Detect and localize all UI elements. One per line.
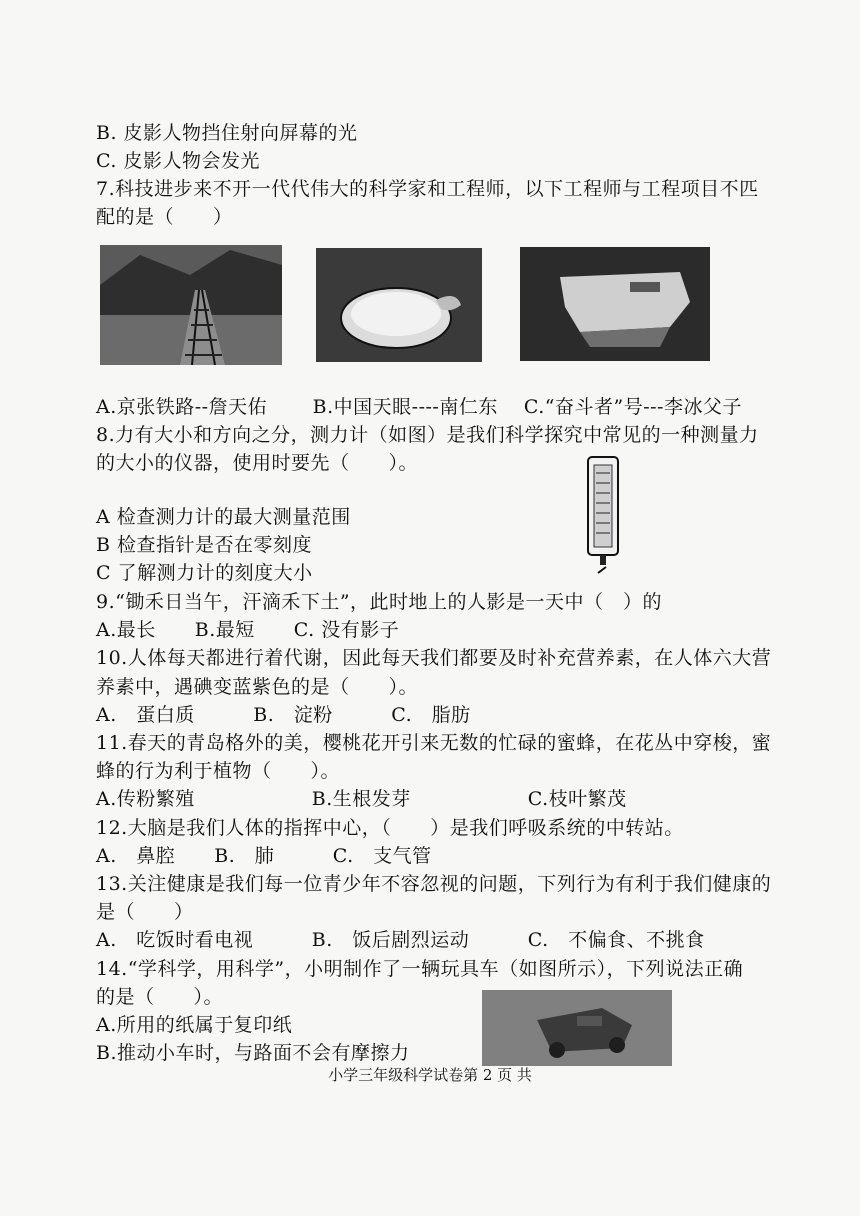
submersible-image — [520, 247, 710, 361]
q7-stem-line2: 配的是（ ） — [96, 206, 233, 228]
q9-options: A.最长 B.最短 C. 没有影子 — [96, 619, 400, 641]
q11-options: A.传粉繁殖 B.生根发芽 C.枝叶繁茂 — [96, 788, 627, 810]
q12-options: A. 鼻腔 B. 肺 C. 支气管 — [96, 845, 432, 867]
q10-stem-line1: 10.人体每天都进行着代谢，因此每天我们都要及时补充营养素，在人体六大营 — [96, 647, 772, 669]
q8-stem-line1: 8.力有大小和方向之分，测力计（如图）是我们科学探究中常见的一种测量力 — [96, 424, 759, 446]
telescope-image — [316, 248, 482, 362]
q12-stem: 12.大脑是我们人体的指挥中心，（ ）是我们呼吸系统的中转站。 — [96, 817, 684, 839]
railway-image — [100, 245, 282, 365]
q8-option-b: B 检查指针是否在零刻度 — [96, 534, 313, 556]
railway-photo — [100, 245, 282, 365]
q14-option-a: A.所用的纸属于复印纸 — [96, 1014, 293, 1036]
q8-stem-line2: 的大小的仪器，使用时要先（ ）。 — [96, 452, 419, 474]
spring-scale-image — [578, 455, 628, 580]
q13-stem-line1: 13.关注健康是我们每一位青少年不容忽视的问题，下列行为有利于我们健康的 — [96, 873, 772, 895]
toy-car-photo — [482, 990, 672, 1066]
q10-options: A. 蛋白质 B. 淀粉 C. 脂肪 — [96, 704, 471, 726]
q13-stem-line2: 是（ ） — [96, 901, 194, 923]
q13-options: A. 吃饭时看电视 B. 饭后剧烈运动 C. 不偏食、不挑食 — [96, 929, 705, 951]
q7-stem-line1: 7.科技进步来不开一代代伟大的科学家和工程师，以下工程师与工程项目不匹 — [96, 178, 759, 200]
page-footer: 小学三年级科学试卷第 2 页 共 — [328, 1066, 532, 1084]
q9-stem: 9.“锄禾日当午，汗滴禾下土”，此时地上的人影是一天中（ ）的 — [96, 591, 663, 613]
q11-stem-line1: 11.春天的青岛格外的美，樱桃花开引来无数的忙碌的蜜蜂，在花丛中穿梭，蜜 — [96, 732, 772, 754]
q14-stem-line2: 的是（ ）。 — [96, 986, 224, 1008]
toy-car-image — [482, 990, 672, 1066]
q8-option-a: A 检查测力计的最大测量范围 — [96, 506, 351, 528]
q14-option-b: B.推动小车时，与路面不会有摩擦力 — [96, 1042, 410, 1064]
q10-stem-line2: 养素中，遇碘变蓝紫色的是（ ）。 — [96, 676, 419, 698]
q7-options: A.京张铁路--詹天佑 B.中国天眼----南仁东 C.“奋斗者”号---李冰父子 — [96, 396, 742, 418]
q6-option-c: C. 皮影人物会发光 — [96, 150, 260, 172]
q6-option-b: B. 皮影人物挡住射向屏幕的光 — [96, 122, 358, 144]
force-meter-icon — [578, 455, 628, 580]
submersible-photo — [520, 247, 710, 361]
telescope-photo — [316, 248, 482, 362]
q11-stem-line2: 蜂的行为利于植物（ ）。 — [96, 760, 341, 782]
q14-stem-line1: 14.“学科学，用科学”，小明制作了一辆玩具车（如图所示），下列说法正确 — [96, 958, 744, 980]
q8-option-c: C 了解测力计的刻度大小 — [96, 562, 313, 584]
